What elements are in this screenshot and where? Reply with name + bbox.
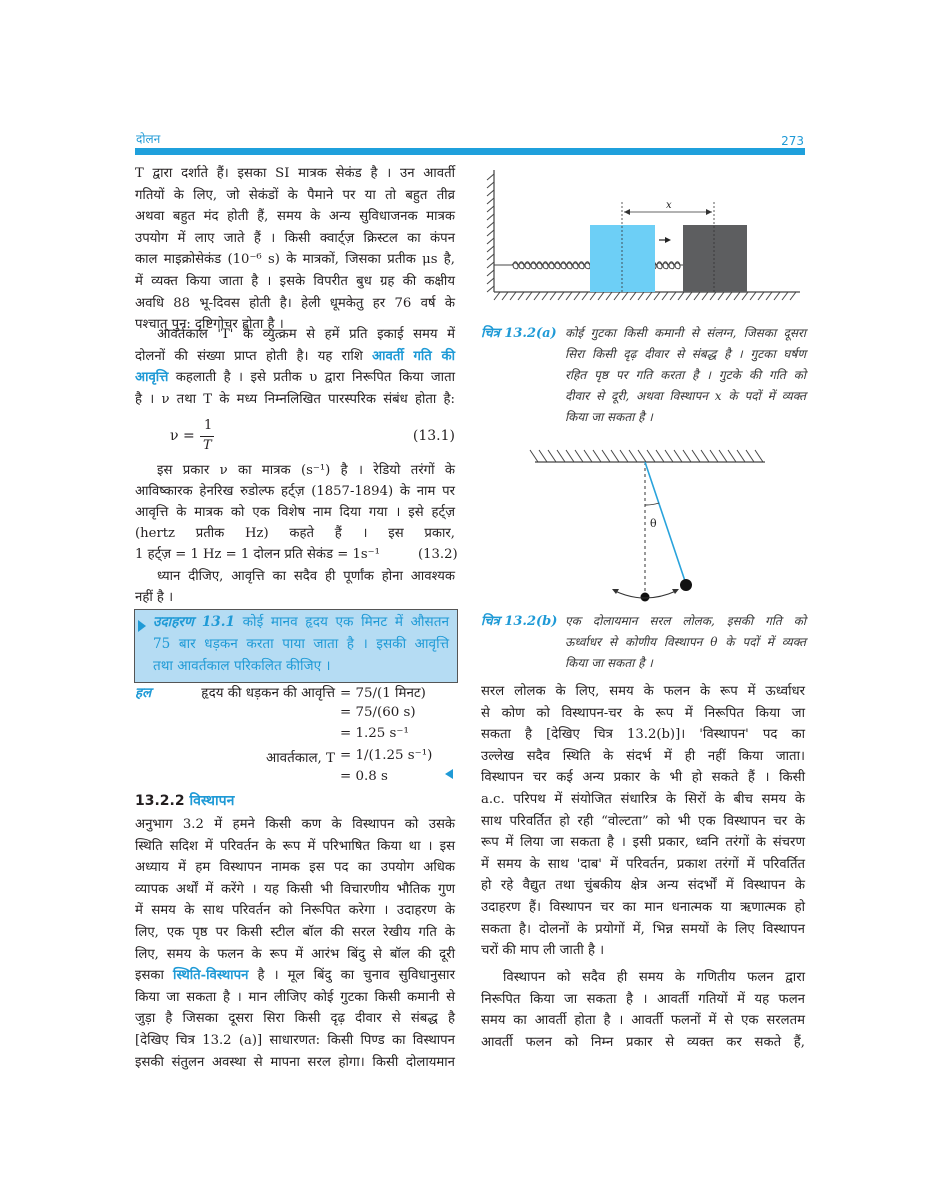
text-segment: है । मूल बिंदु का चुनाव सुविधानुसार — [248, 968, 455, 984]
text-line: गतियों के लिए, जो सेकंडों के पैमाने पर या तो बहुत तीव्र — [135, 187, 455, 203]
figure-13-2a-spring-block — [487, 170, 800, 300]
theta-label: θ — [650, 517, 657, 530]
text-segment: दोलनों की संख्या प्राप्त होती है। यह राशि — [135, 348, 373, 364]
figure-caption-13-2b — [481, 611, 806, 674]
example-text: कोई मानव हृदय एक मिनट में औसतन — [234, 614, 449, 630]
text-line: सिरा किसी दृढ़ दीवार से संबद्ध है । गुटका घर्षण — [565, 347, 806, 361]
text-line: लिए, एक पृष्ठ पर किसी स्टील बॉल की सरल रेखीय गति के — [135, 924, 455, 940]
text-line: रहित पृष्ठ पर गति करता है । गुटके की गति को — [565, 368, 806, 382]
text-line: [देखिए चित्र 13.2 (a)] साधारणत: किसी पिण्ड का विस्थापन — [135, 1032, 455, 1048]
text-line: किया जा सकता है । — [565, 656, 653, 670]
text-line: दीवार से दूरी, अथवा विस्थापन x के पदों में व्यक्त — [565, 389, 806, 403]
text-line: आविष्कारक हेनरिख रुडोल्फ हर्ट्ज़ (1857-1894) के नाम पर — [135, 484, 455, 499]
equation-number: (13.2) — [418, 547, 458, 562]
text-line: जुड़ा है जिसका दूसरा सिरा किसी दृढ़ दीवार से संबद्ध है — [135, 1011, 455, 1027]
text-line: समय का आवर्ती होता है । आवर्ती फलनों में से एक सरलतम — [481, 1013, 805, 1029]
text-line: विस्थापन चर कई अन्य प्रकार के भी हो सकते हैं । किसी — [481, 770, 805, 786]
equation-number: (13.1) — [412, 428, 455, 444]
text-line: इस प्रकार ν का मात्रक (s⁻¹) है । रेडियो तरंगों के — [157, 463, 455, 478]
text-line: स्थिति सदिश में परिवर्तन के रूप में परिभाषित किया था । इस — [135, 838, 455, 854]
text-line: उपयोग में लाए जाते हैं । किसी क्वार्ट्ज़ क्रिस्टल का कंपन — [135, 230, 455, 246]
text-line: किया जा सकता है । मान लीजिए कोई गुटका किसी कमानी से — [135, 989, 455, 1005]
text-line: T द्वारा दर्शाते हैं। इसका SI मात्रक सेकंड है । उन आवर्ती — [135, 166, 455, 181]
text-line: a.c. परिपथ में संयोजित संधारित्र के सिरों के बीच समय के — [481, 791, 805, 807]
text-line: में समय के साथ परिवर्तन को निरूपित करेगा । उदाहरण के — [135, 903, 455, 919]
caption-body — [565, 323, 806, 428]
text-line: विस्थापन को सदैव ही समय के गणितीय फलन द्वारा — [503, 970, 805, 985]
text-line: व्यापक अर्थों में करेंगे । यह किसी भी विचारणीय भौतिक गुण — [135, 881, 455, 897]
arrow-right-icon — [665, 237, 671, 243]
equation-numerator: 1 — [204, 418, 213, 433]
text-line: हो रहे वैद्युत तथा चुंबकीय क्षेत्र अन्य संदर्भों में विस्थापन के — [481, 878, 805, 894]
text-line: नहीं है । — [135, 590, 174, 605]
solution-rhs: = 1.25 s⁻¹ — [340, 726, 409, 741]
text-line: सरल लोलक के लिए, समय के फलन के रूप में ऊर्ध्वाधर — [481, 684, 805, 699]
text-line: आवर्तकाल 'T' के व्युत्क्रम से हमें प्रति इकाई समय में — [157, 327, 455, 342]
text-line: है । ν तथा T के मध्य निम्नलिखित पारस्परिक संबंध होता है: — [135, 391, 455, 407]
text-line: कोई गुटका किसी कमानी से संलग्न, जिसका दूसरा — [565, 326, 806, 340]
section-number: 13.2.2 — [135, 793, 185, 809]
text-line: इसकी संतुलन अवस्था से मापना सरल होगा। किसी दोलायमान — [135, 1054, 455, 1070]
text-line: ऊर्ध्वाधर से कोणीय विस्थापन θ के पदों में व्यक्त — [565, 635, 806, 649]
caption-label: चित्र 13.2(a) — [481, 326, 557, 341]
text-line: से कोण को विस्थापन-चर के रूप में निरूपित किया जा — [481, 705, 805, 721]
text-segment: इसका — [135, 968, 174, 984]
text-line: अध्याय में हम विस्थापन नामक इस पद का उपयोग अधिक — [135, 860, 455, 876]
chapter-title: दोलन — [136, 132, 161, 146]
block-dark — [683, 225, 747, 292]
text-line: अनुभाग 3.2 में हमने किसी कण के विस्थापन को उसके — [135, 817, 455, 832]
page-number: 273 — [781, 134, 804, 148]
example-text: तथा आवर्तकाल परिकलित कीजिए । — [153, 658, 331, 674]
solution-lhs: आवर्तकाल, T — [265, 750, 335, 766]
text-line: पश्चात् पुन: दृष्टिगोचर होता है । — [135, 317, 284, 333]
text-line: साथ परिवर्तित हो रही “वोल्टता” को भी एक विस्थापन चर के — [481, 813, 805, 829]
pendulum-bob — [680, 579, 692, 591]
text-line: लिए, समय के फलन के रूप में आरंभ बिंदु से बॉल की दूरी — [135, 946, 455, 962]
text-segment: कहलाती है । इसे प्रतीक υ द्वारा निरूपित किया जाता — [168, 370, 455, 386]
example-text: 75 बार धड़कन करता पाया जाता है । इसकी आवृत्ति — [153, 636, 449, 652]
text-line: सकता है [देखिए चित्र 13.2(b)]। 'विस्थापन' पद का — [481, 727, 805, 743]
text-line: काल माइक्रोसेकंड (10⁻⁶ s) के मात्रकों, जिसका प्रतीक μs है, — [135, 252, 455, 268]
figure-13-2b-pendulum — [530, 450, 765, 602]
text-line: रूप में लिया जा सकता है । इसी प्रकार, ध्वनि तरंगों के संचरण — [481, 835, 805, 851]
example-label: उदाहरण 13.1 — [153, 614, 235, 630]
text-line: सकता है। दोलनों के प्रयोगों में, भिन्न समयों के लिए विस्थापन — [481, 921, 805, 937]
text-line: (hertz प्रतीक Hz) कहते हैं । इस प्रकार, — [135, 526, 455, 541]
caption-body — [565, 611, 806, 674]
text-line: उदाहरण हैं। विस्थापन चर का मान धनात्मक या ऋणात्मक हो — [481, 899, 805, 915]
solution-label: हल — [135, 685, 152, 701]
displacement-x-label: x — [666, 200, 672, 211]
equation-lhs: ν = — [170, 428, 195, 444]
solution-rhs: = 0.8 s — [340, 769, 388, 784]
text-line: निरूपित किया जा सकता है । आवर्ती गतियों में यह फलन — [481, 991, 805, 1007]
text-line: आवर्ती फलन को निम्न प्रकार से व्यक्त कर सकते हैं, — [481, 1034, 805, 1050]
text-line: चरों की माप ली जाती है । — [481, 943, 605, 959]
text-line: ध्यान दीजिए, आवृत्ति का सदैव ही पूर्णांक होना आवश्यक — [157, 569, 455, 584]
solution-rhs: = 75/(60 s) — [340, 704, 416, 720]
text-line: एक दोलायमान सरल लोलक, इसकी गति को — [565, 614, 806, 628]
section-title: विस्थापन — [189, 793, 235, 809]
highlighted-term: आवर्ती गति की — [372, 348, 455, 364]
text-line: में व्यक्त किया जाता है । इसके विपरीत बुध ग्रह की कक्षीय — [135, 273, 455, 289]
figure-caption-13-2a — [481, 323, 806, 428]
text-line: आवृत्ति के मात्रक को एक विशेष नाम दिया गया । इसे हर्ट्ज़ — [135, 505, 455, 520]
text-line: अवधि 88 भू-दिवस होती है। हेली धूमकेतु हर 76 वर्ष के — [135, 295, 455, 311]
solution-rhs: = 75/(1 मिनट) — [340, 686, 426, 701]
solution-lhs: हृदय की धड़कन की आवृत्ति — [201, 686, 335, 701]
highlighted-term: स्थिति-विस्थापन — [173, 968, 249, 984]
solution-rhs: = 1/(1.25 s⁻¹) — [340, 747, 433, 763]
paragraph — [481, 967, 805, 1053]
block-light — [590, 225, 655, 292]
paragraph — [481, 681, 805, 962]
equation-text: 1 हर्ट्ज़ = 1 Hz = 1 दोलन प्रति सेकंड = 1s⁻¹ — [135, 547, 380, 562]
highlighted-term: आवृत्ति — [135, 370, 169, 386]
text-line: उल्लेख सदैव स्थिति के संदर्भ में ही नहीं किया जाता। — [481, 748, 805, 764]
text-line: किया जा सकता है । — [565, 410, 653, 424]
caption-label: चित्र 13.2(b) — [481, 614, 558, 629]
equation-denominator: T — [203, 438, 212, 453]
text-line: अथवा बहुत मंद होती हैं, समय के अन्य सुविधाजनक मात्रक — [135, 209, 455, 225]
text-line: में समय के साथ 'दाब' में परिवर्तन, प्रकाश तरंगों में परिवर्तित — [481, 856, 805, 872]
